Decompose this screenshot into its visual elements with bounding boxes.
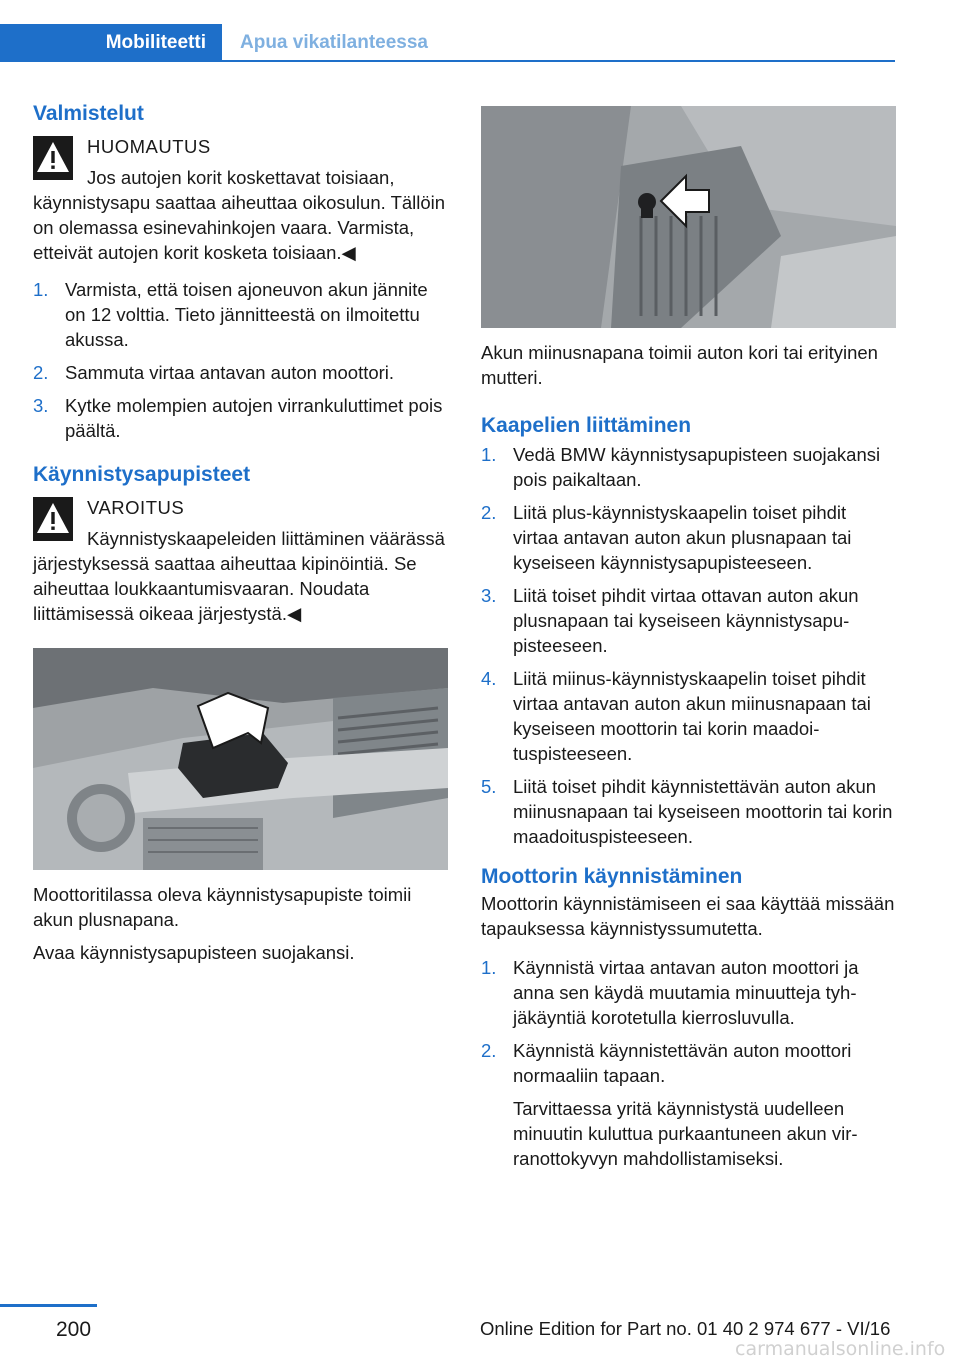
tab-mobiliteetti[interactable]: Mobiliteetti (0, 24, 222, 62)
step-number: 2. (33, 362, 49, 383)
list-item (481, 583, 896, 658)
step-note: Tarvittaessa yritä käynnistystä uudelleen minuutin kuluttua purkaantuneen akun virranottokyvyn mahdollistamiseksi. (513, 1098, 858, 1169)
section-title-valmistelut: Valmistelut (33, 102, 144, 125)
right-column (481, 100, 896, 1179)
step-number: 1. (481, 444, 497, 465)
list-item (33, 360, 448, 385)
step-text: Liitä miinus-käynnistyskaapelin toiset pihdit virtaa antavan auton akun miinusnapaan tai kyseiseen moottorin tai korin maadoituspisteeseen. (513, 668, 871, 764)
step-text: Liitä plus-käynnistyskaapelin toiset pihdit virtaa antavan auton akun plusnapaan tai kyseiseen käynnistysapupisteeseen. (513, 502, 852, 573)
list-item (33, 393, 448, 443)
intro-text: Moottorin käynnistämiseen ei saa käyttää missään tapauksessa käynnistyssumutetta. (481, 893, 895, 939)
step-number: 2. (481, 1040, 497, 1061)
steps-list-valmistelut (33, 277, 448, 443)
step-text: Kytke molempien autojen virrankuluttimet pois päältä. (65, 395, 443, 441)
step-text: Varmista, että toisen ajoneuvon akun jännite on 12 volttia. Tieto jännitteestä on ilmoitettu akussa. (65, 279, 428, 350)
list-item (481, 774, 896, 849)
list-item (481, 1038, 896, 1171)
caption-open-cover: Avaa käynnistysapupisteen suojakansi. (33, 942, 355, 963)
step-text: Liitä toiset pihdit käynnistettävän auton akun miinusnapaan tai kyseiseen moottorin tai korin maadoituspisteeseen. (513, 776, 893, 847)
footer-rule (0, 1304, 97, 1307)
caption-plus-terminal: Moottoritilassa oleva käynnistysapupiste toimii akun plusnapana. (33, 884, 412, 930)
section-title-moottorin-kaynnistaminen: Moottorin käynnistäminen (481, 865, 743, 888)
step-text: Käynnistä käynnistettävän auton moottori normaaliin tapaan. (513, 1040, 852, 1086)
ground-point-photo (481, 106, 896, 328)
step-number: 3. (33, 395, 49, 416)
engine-jump-start-photo (33, 648, 448, 870)
list-item (33, 277, 448, 352)
page-number: 200 (56, 1318, 92, 1341)
warning-block-varoitus (33, 495, 448, 626)
steps-list-kaapelit (481, 442, 896, 849)
step-number: 3. (481, 585, 497, 606)
step-text: Vedä BMW käynnistysapupisteen suojakansi pois paikaltaan. (513, 444, 881, 490)
step-number: 1. (481, 957, 497, 978)
warning-label: HUOMAUTUS (87, 136, 211, 157)
caption-minus-terminal: Akun miinusnapana toimii auton kori tai erityinen mutteri. (481, 342, 878, 388)
step-text: Käynnistä virtaa antavan auton moottori ja anna sen käydä muutamia minuutteja tyhjäkäyntiä korotetulla kierrosluvulla. (513, 957, 859, 1028)
step-number: 2. (481, 502, 497, 523)
warning-block-huomautus (33, 134, 448, 265)
step-text: Liitä toiset pihdit virtaa ottavan auton akun plusnapaan tai kyseiseen käynnistysapupisteeseen. (513, 585, 859, 656)
tab-apua-vikatilanteessa[interactable]: Apua vikatilanteessa (240, 32, 428, 53)
section-title-kaynnistysapupisteet: Käynnistysapupisteet (33, 463, 251, 486)
step-number: 1. (33, 279, 49, 300)
list-item (481, 500, 896, 575)
list-item (481, 442, 896, 492)
list-item (481, 955, 896, 1030)
page-header (0, 0, 960, 64)
watermark: carmanualsonline.info (735, 1338, 946, 1360)
section-title-kaapelien-liittaminen: Kaapelien liittäminen (481, 414, 692, 437)
step-number: 4. (481, 668, 497, 689)
left-column (33, 100, 448, 965)
header-rule (0, 60, 895, 62)
warning-text: Jos autojen korit koskettavat toisiaan, käynnistysapu saattaa aiheuttaa oikosulun. Tällöin on olemassa esinevahinkojen vaara. Varmista, etteivät autojen korit kosketa toisiaan.◀ (33, 167, 446, 263)
step-number: 5. (481, 776, 497, 797)
warning-triangle-icon (33, 136, 73, 180)
list-item (481, 666, 896, 766)
step-text: Sammuta virtaa antavan auton moottori. (65, 362, 395, 383)
edition-text: Online Edition for Part no. 01 40 2 974 677 - VI/16 (480, 1318, 891, 1339)
warning-label: VAROITUS (87, 497, 185, 518)
warning-triangle-icon (33, 497, 73, 541)
steps-list-moottori (481, 955, 896, 1171)
warning-text: Käynnistyskaapeleiden liittäminen väärässä järjestyksessä saattaa aiheuttaa kipinöintiä. Se aiheuttaa loukkaantumisvaaran. Noudata liittämisessä oikeaa järjestystä.◀ (33, 528, 445, 624)
